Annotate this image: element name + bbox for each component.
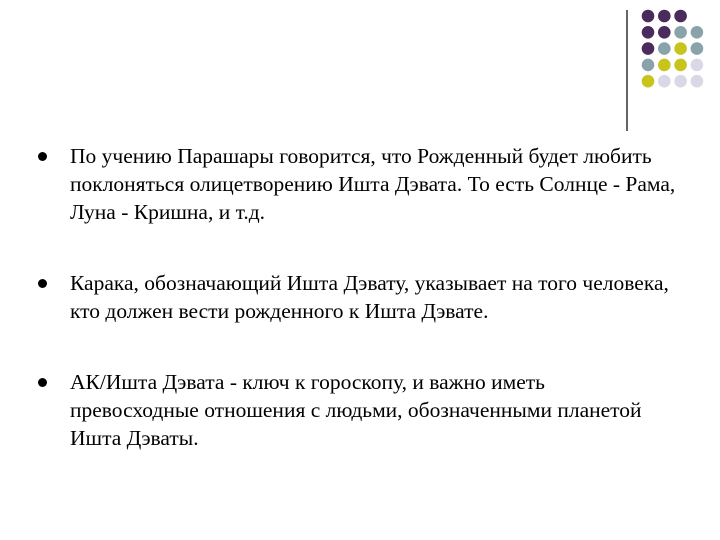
bullet-text-2: Карака, обозначающий Ишта Дэвату, указывает на того человека, кто должен вести рожденного к Ишта Дэвате. <box>70 271 669 323</box>
bullet-item-3 <box>38 368 678 452</box>
decorative-dot-purple <box>658 10 671 23</box>
decorative-dot-lavender <box>658 75 671 88</box>
decorative-dot-olive <box>642 75 655 88</box>
decorative-dot-teal <box>642 59 655 72</box>
bullet-point-icon <box>38 152 47 161</box>
decorative-dot-teal <box>674 26 687 39</box>
bullet-text-3: АК/Ишта Дэвата - ключ к гороскопу, и важно иметь превосходные отношения с людьми, обозначенными планетой Ишта Дэваты. <box>70 370 642 450</box>
decorative-dot-purple <box>642 10 655 23</box>
decorative-dot-lavender <box>691 75 704 88</box>
decorative-dot-olive <box>674 42 687 55</box>
decorative-dot-lavender <box>691 59 704 72</box>
decorative-dot-lavender <box>674 75 687 88</box>
decorative-dot-purple <box>674 10 687 23</box>
decorative-dot-purple <box>642 26 655 39</box>
decorative-dot-grid <box>0 0 720 140</box>
bullet-point-icon <box>38 378 47 387</box>
decorative-dot-olive <box>674 59 687 72</box>
bullet-list <box>38 142 678 452</box>
bullet-point-icon <box>38 279 47 288</box>
decorative-dot-olive <box>658 59 671 72</box>
decorative-dot-teal <box>691 26 704 39</box>
decorative-dot-purple <box>658 26 671 39</box>
bullet-item-1 <box>38 142 678 226</box>
bullet-text-1: По учению Парашары говорится, что Рожденный будет любить поклоняться олицетворению Ишта Дэвата. То есть Солнце - Рама, Луна - Кришна, и т.д. <box>70 144 676 224</box>
decorative-dot-purple <box>642 42 655 55</box>
bullet-item-2 <box>38 269 678 325</box>
decorative-dot-teal <box>691 42 704 55</box>
decorative-dot-teal <box>658 42 671 55</box>
